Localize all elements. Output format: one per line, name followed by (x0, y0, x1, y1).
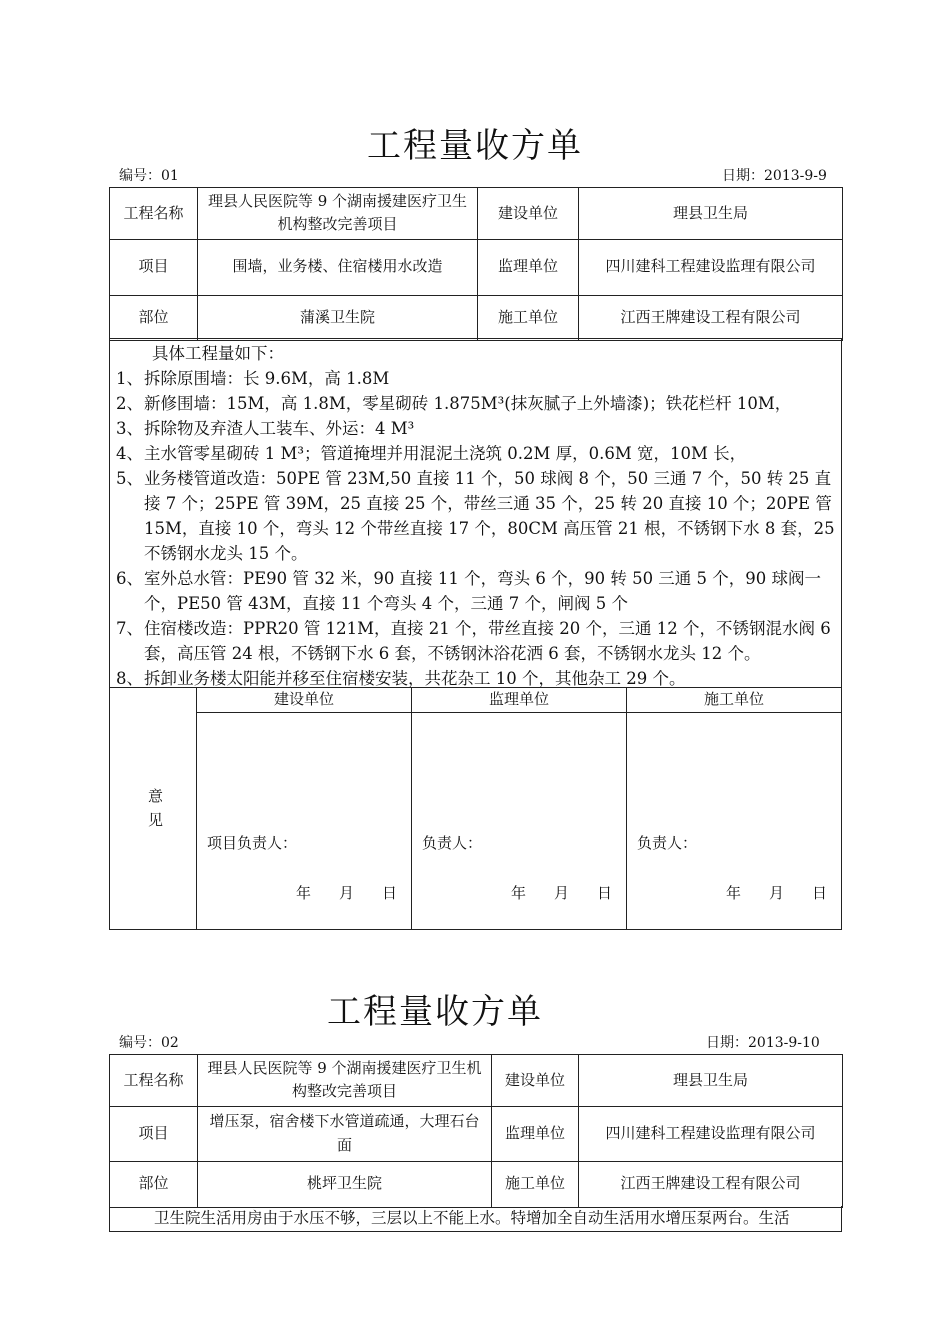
value-item: 围墙，业务楼、住宿楼用水改造 (198, 239, 478, 295)
opinion-section (109, 687, 842, 930)
owner-sign-date: 年 月 日 (295, 884, 397, 902)
label-project-name: 工程名称 (110, 188, 198, 240)
table-row (110, 295, 843, 340)
list-item: 2、新修围墙：15M，高 1.8M，零星砌砖 1.875M³(抹灰腻子上外墙漆)；铁花栏杆 10M， (116, 394, 792, 413)
label-contractor-unit: 施工单位 (492, 1161, 579, 1207)
form-date: 日期：2013-9-9 (722, 168, 827, 184)
value-supervisor-unit: 四川建科工程建设监理有限公司 (579, 1106, 843, 1161)
table-row (110, 188, 843, 240)
label-item: 项目 (110, 239, 198, 295)
list-item: 7、住宿楼改造：PPR20 管 121M，直接 21 个，带丝直接 20 个，三通 12 个，不锈钢混水阀 6 套，高压管 24 根，不锈钢下水 6 套，不锈钢沐浴花洒 6 套，不锈钢水龙头 12 个。 (116, 619, 831, 663)
opinion-label-char-1: 意 (148, 787, 164, 805)
list-item: 4、主水管零星砌砖 1 M³；管道掩埋并用混泥土浇筑 0.2M 厚，0.6M 宽，10M 长， (116, 444, 747, 463)
detail-intro: 具体工程量如下： (152, 344, 284, 363)
value-contractor-unit: 江西王牌建设工程有限公司 (579, 1161, 843, 1207)
value-project-name: 理县人民医院等 9 个湖南援建医疗卫生机构整改完善项目 (198, 188, 478, 240)
label-owner-unit: 建设单位 (492, 1055, 579, 1107)
table-row (110, 1055, 843, 1107)
value-supervisor-unit: 四川建科工程建设监理有限公司 (579, 239, 843, 295)
list-item: 5、业务楼管道改造：50PE 管 23M,50 直接 11 个，50 球阀 8 个，50 三通 7 个，50 转 25 直接 7 个；25PE 管 39M，25 直接 25 个，带丝三通 35 个，25 转 20 直接 10 个；20PE 管 15M，直接 10 个，弯头 12 个带丝直接 17 个，80CM 高压管 21 根，不锈钢下水 8 套，25 不锈钢水龙头 15 个。 (116, 469, 835, 563)
opinion-contractor-head: 施工单位 (627, 687, 841, 713)
label-supervisor-unit: 监理单位 (478, 239, 579, 295)
value-location: 桃坪卫生院 (198, 1161, 492, 1207)
value-location: 蒲溪卫生院 (198, 295, 478, 340)
list-item: 1、拆除原围墙：长 9.6M，高 1.8M (116, 369, 390, 388)
value-project-name: 理县人民医院等 9 个湖南援建医疗卫生机构整改完善项目 (198, 1055, 492, 1107)
form-number: 编号：01 (119, 168, 179, 184)
table-row (110, 1106, 843, 1161)
form-number: 编号：02 (119, 1035, 179, 1051)
list-item: 3、拆除物及弃渣人工装车、外运：4 M³ (116, 419, 415, 438)
label-contractor-unit: 施工单位 (478, 295, 579, 340)
value-contractor-unit: 江西王牌建设工程有限公司 (579, 295, 843, 340)
quantity-detail: 卫生院生活用房由于水压不够，三层以上不能上水。特增加全自动生活用水增压泵两台。生活 (109, 1206, 842, 1232)
contractor-sign-date: 年 月 日 (725, 884, 827, 902)
label-location: 部位 (110, 1161, 198, 1207)
list-item: 8、拆卸业务楼太阳能并移至住宿楼安装，共花杂工 10 个，其他杂工 29 个。 (116, 669, 686, 688)
value-item: 增压泵，宿舍楼下水管道疏通，大理石台面 (198, 1106, 492, 1161)
supervisor-signer-label: 负责人： (422, 834, 483, 852)
form-info-table (109, 187, 843, 341)
opinion-owner (197, 687, 412, 929)
table-row (110, 239, 843, 295)
opinion-supervisor (412, 687, 627, 929)
quantity-detail (109, 338, 842, 688)
supervisor-sign-date: 年 月 日 (510, 884, 612, 902)
label-owner-unit: 建设单位 (478, 188, 579, 240)
label-supervisor-unit: 监理单位 (492, 1106, 579, 1161)
label-location: 部位 (110, 295, 198, 340)
opinion-owner-head: 建设单位 (197, 687, 411, 713)
list-item: 6、室外总水管：PE90 管 32 米，90 直接 11 个，弯头 6 个，90 转 50 三通 5 个，90 球阀一个，PE50 管 43M，直接 11 个弯头 4 个，三通 7 个，闸阀 5 个 (116, 569, 822, 613)
opinion-label (110, 687, 197, 929)
label-project-name: 工程名称 (110, 1055, 198, 1107)
table-row (110, 1161, 843, 1207)
form-date: 日期：2013-9-10 (706, 1035, 820, 1051)
label-item: 项目 (110, 1106, 198, 1161)
value-owner-unit: 理县卫生局 (579, 188, 843, 240)
value-owner-unit: 理县卫生局 (579, 1055, 843, 1107)
form-info-table (109, 1054, 843, 1208)
contractor-signer-label: 负责人： (637, 834, 698, 852)
opinion-contractor (627, 687, 841, 929)
owner-signer-label: 项目负责人： (207, 834, 298, 852)
form-title: 工程量收方单 (367, 126, 583, 166)
opinion-label-char-2: 见 (148, 811, 164, 829)
form-title: 工程量收方单 (327, 992, 543, 1032)
opinion-supervisor-head: 监理单位 (412, 687, 626, 713)
